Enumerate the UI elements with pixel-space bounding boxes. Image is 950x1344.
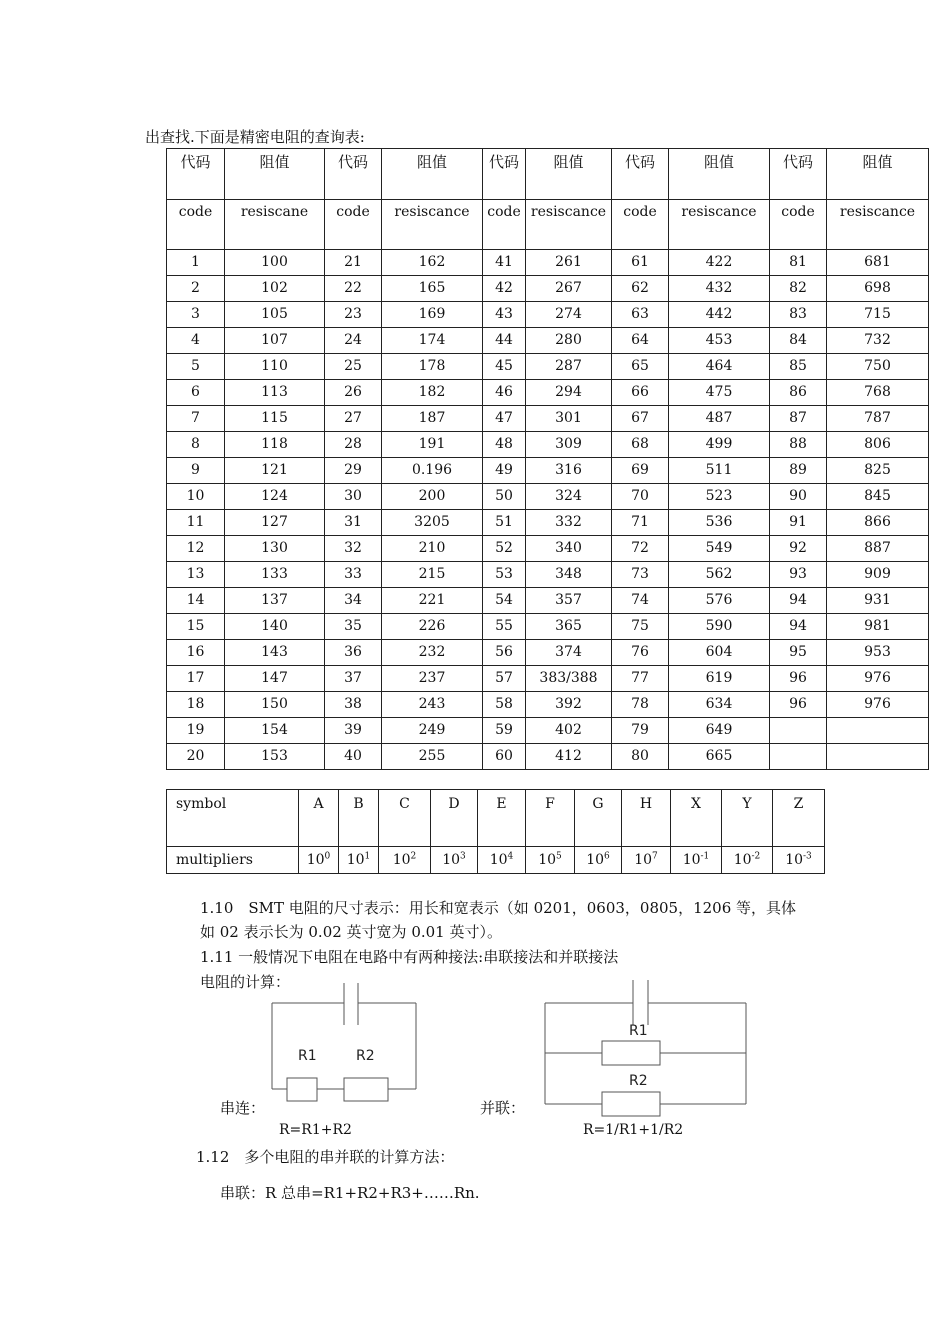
header-en-cell: code bbox=[167, 200, 225, 250]
table-cell: 28 bbox=[325, 432, 382, 458]
symbol-cell: F bbox=[526, 790, 575, 847]
table-cell: 57 bbox=[483, 666, 526, 692]
table-cell: 48 bbox=[483, 432, 526, 458]
table-cell: 25 bbox=[325, 354, 382, 380]
table-cell: 115 bbox=[225, 406, 325, 432]
table-cell: 45 bbox=[483, 354, 526, 380]
table-cell: 665 bbox=[669, 744, 770, 770]
table-cell: 13 bbox=[167, 562, 225, 588]
series-r1-resistor bbox=[287, 1078, 317, 1101]
table-cell: 29 bbox=[325, 458, 382, 484]
table-cell: 91 bbox=[770, 510, 827, 536]
table-cell: 71 bbox=[612, 510, 669, 536]
table-cell: 20 bbox=[167, 744, 225, 770]
symbol-cell: G bbox=[575, 790, 622, 847]
symbol-label: symbol bbox=[167, 790, 299, 847]
table-cell: 24 bbox=[325, 328, 382, 354]
table-cell: 113 bbox=[225, 380, 325, 406]
table-cell: 232 bbox=[382, 640, 483, 666]
table-cell: 169 bbox=[382, 302, 483, 328]
table-cell: 464 bbox=[669, 354, 770, 380]
table-cell: 976 bbox=[827, 666, 929, 692]
table-cell: 65 bbox=[612, 354, 669, 380]
header-cn-cell: 阻值 bbox=[669, 149, 770, 200]
symbol-cell: X bbox=[671, 790, 722, 847]
multiplier-exponent: 1 bbox=[364, 851, 371, 862]
table-cell: 715 bbox=[827, 302, 929, 328]
table-cell: 63 bbox=[612, 302, 669, 328]
table-cell: 931 bbox=[827, 588, 929, 614]
table-cell: 953 bbox=[827, 640, 929, 666]
table-cell: 634 bbox=[669, 692, 770, 718]
table-cell: 54 bbox=[483, 588, 526, 614]
symbol-cell: D bbox=[431, 790, 478, 847]
table-cell: 806 bbox=[827, 432, 929, 458]
table-cell: 182 bbox=[382, 380, 483, 406]
multiplier-base: 10 bbox=[306, 852, 325, 868]
table-cell: 453 bbox=[669, 328, 770, 354]
header-en-cell: resiscance bbox=[669, 200, 770, 250]
table-cell: 392 bbox=[526, 692, 612, 718]
table-cell: 14 bbox=[167, 588, 225, 614]
table-cell: 165 bbox=[382, 276, 483, 302]
table-cell: 137 bbox=[225, 588, 325, 614]
table-cell: 47 bbox=[483, 406, 526, 432]
header-cn-cell: 代码 bbox=[483, 149, 526, 200]
table-cell: 16 bbox=[167, 640, 225, 666]
table-cell: 80 bbox=[612, 744, 669, 770]
parallel-r1-label: R1 bbox=[629, 1023, 648, 1039]
table-cell: 237 bbox=[382, 666, 483, 692]
table-cell: 243 bbox=[382, 692, 483, 718]
table-cell: 8 bbox=[167, 432, 225, 458]
table-cell: 107 bbox=[225, 328, 325, 354]
table-cell: 191 bbox=[382, 432, 483, 458]
table-cell: 93 bbox=[770, 562, 827, 588]
table-cell: 100 bbox=[225, 250, 325, 276]
table-cell: 976 bbox=[827, 692, 929, 718]
table-cell: 60 bbox=[483, 744, 526, 770]
table-cell: 332 bbox=[526, 510, 612, 536]
table-cell: 590 bbox=[669, 614, 770, 640]
table-cell: 42 bbox=[483, 276, 526, 302]
parallel-formula: R=1/R1+1/R2 bbox=[583, 1122, 684, 1138]
multiplier-base: 10 bbox=[586, 852, 605, 868]
table-cell: 52 bbox=[483, 536, 526, 562]
table-cell: 33 bbox=[325, 562, 382, 588]
multiplier-base: 10 bbox=[538, 852, 557, 868]
table-cell: 7 bbox=[167, 406, 225, 432]
table-cell: 267 bbox=[526, 276, 612, 302]
table-cell: 210 bbox=[382, 536, 483, 562]
table-cell: 11 bbox=[167, 510, 225, 536]
table-cell: 73 bbox=[612, 562, 669, 588]
symbol-cell: B bbox=[339, 790, 379, 847]
table-cell: 18 bbox=[167, 692, 225, 718]
table-cell: 412 bbox=[526, 744, 612, 770]
table-cell: 82 bbox=[770, 276, 827, 302]
table-cell: 316 bbox=[526, 458, 612, 484]
table-cell: 84 bbox=[770, 328, 827, 354]
table-cell: 649 bbox=[669, 718, 770, 744]
table-cell: 79 bbox=[612, 718, 669, 744]
table-cell: 140 bbox=[225, 614, 325, 640]
table-cell: 105 bbox=[225, 302, 325, 328]
table-cell: 9 bbox=[167, 458, 225, 484]
table-cell: 75 bbox=[612, 614, 669, 640]
header-cn-cell: 阻值 bbox=[225, 149, 325, 200]
table-cell: 153 bbox=[225, 744, 325, 770]
table-cell: 51 bbox=[483, 510, 526, 536]
table-cell: 30 bbox=[325, 484, 382, 510]
table-cell: 309 bbox=[526, 432, 612, 458]
table-cell: 619 bbox=[669, 666, 770, 692]
parallel-label: 并联： bbox=[480, 1099, 526, 1117]
table-cell: 3 bbox=[167, 302, 225, 328]
table-cell: 294 bbox=[526, 380, 612, 406]
table-cell: 130 bbox=[225, 536, 325, 562]
table-cell: 22 bbox=[325, 276, 382, 302]
header-cn-cell: 代码 bbox=[167, 149, 225, 200]
table-cell: 89 bbox=[770, 458, 827, 484]
table-cell: 50 bbox=[483, 484, 526, 510]
table-cell: 92 bbox=[770, 536, 827, 562]
multiplier-base: 10 bbox=[682, 852, 701, 868]
table-cell: 77 bbox=[612, 666, 669, 692]
table-cell: 487 bbox=[669, 406, 770, 432]
multiplier-exponent: 4 bbox=[507, 851, 514, 862]
multipliers-label: multipliers bbox=[167, 847, 299, 874]
table-cell: 96 bbox=[770, 666, 827, 692]
table-cell: 383/388 bbox=[526, 666, 612, 692]
table-cell: 340 bbox=[526, 536, 612, 562]
table-cell: 750 bbox=[827, 354, 929, 380]
symbol-cell: E bbox=[478, 790, 526, 847]
table-cell: 32 bbox=[325, 536, 382, 562]
multiplier-base: 10 bbox=[346, 852, 365, 868]
table-cell: 37 bbox=[325, 666, 382, 692]
table-cell: 866 bbox=[827, 510, 929, 536]
table-cell: 226 bbox=[382, 614, 483, 640]
table-cell: 6 bbox=[167, 380, 225, 406]
table-cell: 143 bbox=[225, 640, 325, 666]
header-cn-cell: 阻值 bbox=[526, 149, 612, 200]
table-cell: 909 bbox=[827, 562, 929, 588]
table-cell: 56 bbox=[483, 640, 526, 666]
table-cell: 69 bbox=[612, 458, 669, 484]
header-cn-cell: 阻值 bbox=[827, 149, 929, 200]
series-r2-resistor bbox=[344, 1078, 388, 1101]
section-1-10-line2: 如 02 表示长为 0.02 英寸宽为 0.01 英寸）。 bbox=[200, 923, 502, 941]
table-cell: 422 bbox=[669, 250, 770, 276]
table-cell: 261 bbox=[526, 250, 612, 276]
multiplier-base: 10 bbox=[634, 852, 653, 868]
table-cell: 845 bbox=[827, 484, 929, 510]
table-cell: 280 bbox=[526, 328, 612, 354]
header-cn-cell: 代码 bbox=[770, 149, 827, 200]
table-cell: 17 bbox=[167, 666, 225, 692]
table-cell: 41 bbox=[483, 250, 526, 276]
multiplier-base: 10 bbox=[733, 852, 752, 868]
table-cell: 127 bbox=[225, 510, 325, 536]
table-cell: 475 bbox=[669, 380, 770, 406]
symbol-cell: C bbox=[379, 790, 431, 847]
multiplier-exponent: -2 bbox=[751, 851, 761, 862]
table-cell: 162 bbox=[382, 250, 483, 276]
table-cell: 72 bbox=[612, 536, 669, 562]
table-cell: 68 bbox=[612, 432, 669, 458]
header-en-cell: resiscance bbox=[827, 200, 929, 250]
table-cell: 365 bbox=[526, 614, 612, 640]
table-cell: 83 bbox=[770, 302, 827, 328]
header-cn-cell: 代码 bbox=[325, 149, 382, 200]
table-cell: 96 bbox=[770, 692, 827, 718]
table-cell: 549 bbox=[669, 536, 770, 562]
parallel-r2-resistor bbox=[602, 1092, 660, 1116]
table-cell: 124 bbox=[225, 484, 325, 510]
table-cell: 301 bbox=[526, 406, 612, 432]
table-cell: 698 bbox=[827, 276, 929, 302]
table-cell: 215 bbox=[382, 562, 483, 588]
table-cell: 86 bbox=[770, 380, 827, 406]
table-cell: 46 bbox=[483, 380, 526, 406]
header-cn-cell: 阻值 bbox=[382, 149, 483, 200]
table-cell: 40 bbox=[325, 744, 382, 770]
multiplier-base: 10 bbox=[785, 852, 804, 868]
table-cell: 174 bbox=[382, 328, 483, 354]
table-cell: 118 bbox=[225, 432, 325, 458]
table-cell: 31 bbox=[325, 510, 382, 536]
table-cell: 2 bbox=[167, 276, 225, 302]
parallel-circuit bbox=[545, 980, 746, 1116]
header-en-cell: code bbox=[770, 200, 827, 250]
table-cell: 200 bbox=[382, 484, 483, 510]
section-1-11: 1.11 一般情况下电阻在电路中有两种接法:串联接法和并联接法 bbox=[200, 948, 619, 966]
table-cell: 887 bbox=[827, 536, 929, 562]
table-cell: 74 bbox=[612, 588, 669, 614]
table-cell: 374 bbox=[526, 640, 612, 666]
table-cell: 53 bbox=[483, 562, 526, 588]
table-cell: 324 bbox=[526, 484, 612, 510]
multiplier-base: 10 bbox=[489, 852, 508, 868]
series-r1-label: R1 bbox=[298, 1048, 317, 1064]
table-cell: 76 bbox=[612, 640, 669, 666]
table-cell: 88 bbox=[770, 432, 827, 458]
table-cell: 121 bbox=[225, 458, 325, 484]
multiplier-exponent: -3 bbox=[803, 851, 812, 862]
table-cell: 21 bbox=[325, 250, 382, 276]
table-cell: 59 bbox=[483, 718, 526, 744]
table-cell: 402 bbox=[526, 718, 612, 744]
calc-title: 电阻的计算： bbox=[200, 973, 291, 991]
table-cell: 12 bbox=[167, 536, 225, 562]
table-cell: 64 bbox=[612, 328, 669, 354]
table-cell: 432 bbox=[669, 276, 770, 302]
table-cell: 61 bbox=[612, 250, 669, 276]
symbol-cell: H bbox=[622, 790, 671, 847]
table-cell: 55 bbox=[483, 614, 526, 640]
multiplier-exponent: 2 bbox=[410, 851, 417, 862]
table-cell: 442 bbox=[669, 302, 770, 328]
table-cell: 49 bbox=[483, 458, 526, 484]
series-circuit bbox=[272, 983, 416, 1101]
table-cell: 133 bbox=[225, 562, 325, 588]
section-1-12: 1.12 多个电阻的串并联的计算方法： bbox=[196, 1148, 455, 1166]
table-cell: 85 bbox=[770, 354, 827, 380]
symbol-cell: Y bbox=[722, 790, 773, 847]
table-cell: 94 bbox=[770, 588, 827, 614]
multiplier-exponent: 3 bbox=[460, 851, 466, 862]
table-cell: 36 bbox=[325, 640, 382, 666]
multiplier-exponent: 0 bbox=[324, 851, 331, 862]
table-cell: 4 bbox=[167, 328, 225, 354]
table-cell: 768 bbox=[827, 380, 929, 406]
table-cell: 178 bbox=[382, 354, 483, 380]
table-cell: 78 bbox=[612, 692, 669, 718]
table-cell: 274 bbox=[526, 302, 612, 328]
table-cell: 19 bbox=[167, 718, 225, 744]
table-cell: 87 bbox=[770, 406, 827, 432]
table-cell: 67 bbox=[612, 406, 669, 432]
header-cn-cell: 代码 bbox=[612, 149, 669, 200]
symbol-cell: Z bbox=[773, 790, 825, 847]
table-cell: 5 bbox=[167, 354, 225, 380]
table-cell: 3205 bbox=[382, 510, 483, 536]
intro-text: 出查找.下面是精密电阻的查询表: bbox=[145, 128, 365, 146]
header-en-cell: resiscance bbox=[526, 200, 612, 250]
table-cell: 825 bbox=[827, 458, 929, 484]
multiplier-exponent: 5 bbox=[556, 851, 562, 862]
multiplier-exponent: -1 bbox=[700, 851, 710, 862]
table-cell: 536 bbox=[669, 510, 770, 536]
multiplier-exponent: 6 bbox=[604, 851, 610, 862]
table-cell: 94 bbox=[770, 614, 827, 640]
table-cell: 35 bbox=[325, 614, 382, 640]
multiplier-exponent: 7 bbox=[652, 851, 658, 862]
table-cell: 221 bbox=[382, 588, 483, 614]
table-cell: 348 bbox=[526, 562, 612, 588]
table-cell: 981 bbox=[827, 614, 929, 640]
table-cell: 62 bbox=[612, 276, 669, 302]
header-en-cell: code bbox=[612, 200, 669, 250]
parallel-r1-resistor bbox=[602, 1041, 660, 1065]
symbol-cell: A bbox=[299, 790, 339, 847]
header-en-cell: resiscance bbox=[382, 200, 483, 250]
series-r2-label: R2 bbox=[356, 1048, 375, 1064]
table-cell: 147 bbox=[225, 666, 325, 692]
table-cell: 499 bbox=[669, 432, 770, 458]
table-cell: 732 bbox=[827, 328, 929, 354]
table-cell: 10 bbox=[167, 484, 225, 510]
table-cell: 38 bbox=[325, 692, 382, 718]
table-cell: 27 bbox=[325, 406, 382, 432]
parallel-r2-label: R2 bbox=[629, 1073, 648, 1089]
table-cell: 43 bbox=[483, 302, 526, 328]
table-cell: 26 bbox=[325, 380, 382, 406]
table-cell: 150 bbox=[225, 692, 325, 718]
table-cell: 70 bbox=[612, 484, 669, 510]
table-cell: 66 bbox=[612, 380, 669, 406]
header-en-cell: code bbox=[483, 200, 526, 250]
table-cell: 0.196 bbox=[382, 458, 483, 484]
table-cell: 511 bbox=[669, 458, 770, 484]
table-cell: 44 bbox=[483, 328, 526, 354]
table-cell: 81 bbox=[770, 250, 827, 276]
table-cell: 604 bbox=[669, 640, 770, 666]
multiplier-base: 10 bbox=[392, 852, 411, 868]
table-cell: 90 bbox=[770, 484, 827, 510]
table-cell: 15 bbox=[167, 614, 225, 640]
table-cell: 287 bbox=[526, 354, 612, 380]
table-cell: 58 bbox=[483, 692, 526, 718]
header-en-cell: resiscane bbox=[225, 200, 325, 250]
table-cell: 787 bbox=[827, 406, 929, 432]
table-cell: 34 bbox=[325, 588, 382, 614]
multiplier-base: 10 bbox=[442, 852, 461, 868]
series-label: 串连： bbox=[220, 1099, 266, 1117]
table-cell: 249 bbox=[382, 718, 483, 744]
table-cell: 1 bbox=[167, 250, 225, 276]
header-en-cell: code bbox=[325, 200, 382, 250]
table-cell: 154 bbox=[225, 718, 325, 744]
table-cell: 39 bbox=[325, 718, 382, 744]
table-cell: 681 bbox=[827, 250, 929, 276]
table-cell: 95 bbox=[770, 640, 827, 666]
table-cell: 576 bbox=[669, 588, 770, 614]
table-cell: 562 bbox=[669, 562, 770, 588]
series-formula: R=R1+R2 bbox=[279, 1122, 352, 1138]
table-cell: 357 bbox=[526, 588, 612, 614]
table-cell: 23 bbox=[325, 302, 382, 328]
series-general-formula: 串联：R 总串=R1+R2+R3+……Rn. bbox=[220, 1184, 480, 1202]
section-1-10-line1: 1.10 SMT 电阻的尺寸表示：用长和宽表示（如 0201，0603，0805，1206 等，具体 bbox=[200, 899, 797, 917]
table-cell: 102 bbox=[225, 276, 325, 302]
table-cell: 523 bbox=[669, 484, 770, 510]
table-cell: 110 bbox=[225, 354, 325, 380]
table-cell: 187 bbox=[382, 406, 483, 432]
table-cell: 255 bbox=[382, 744, 483, 770]
